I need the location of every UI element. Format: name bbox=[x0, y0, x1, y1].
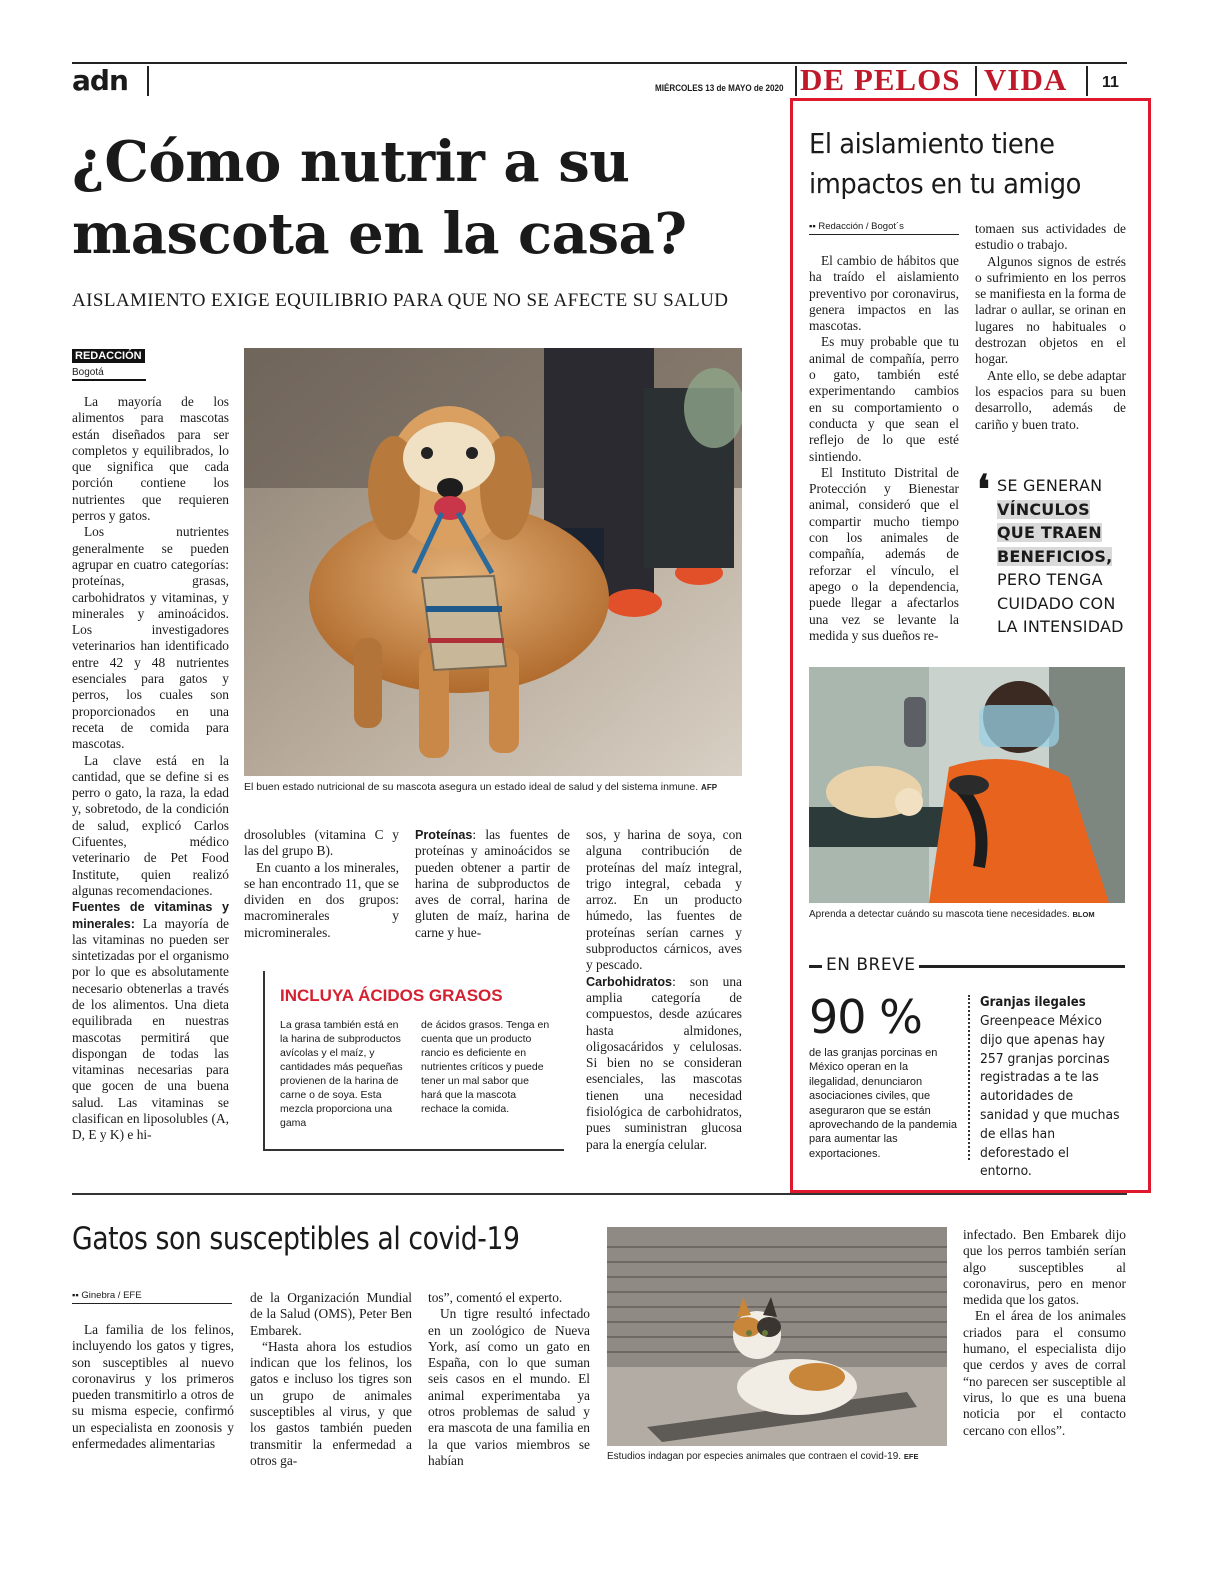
grooming-photo bbox=[809, 667, 1125, 903]
fatty-acids-title: INCLUYA ÁCIDOS GRASOS bbox=[280, 986, 503, 1005]
paragraph: sos, y harina de soya, con alguna contribución de proteínas del maíz integral, trigo integral, cebada y arroz. En un producto húmedo, las fuentes de proteínas serían carnes y subproductos cárnicos, aves y pescado. bbox=[586, 827, 742, 973]
quote-highlight: BENEFICIOS, bbox=[997, 546, 1113, 566]
quote-line: SE GENERAN bbox=[997, 476, 1103, 495]
main-column-3 bbox=[415, 827, 570, 941]
page-number: 11 bbox=[1102, 74, 1119, 91]
byline: REDACCIÓN bbox=[72, 349, 145, 363]
stat-value: 90 % bbox=[809, 990, 922, 1044]
paragraph: Un tigre resultó infectado en un zoológico de Nueva York, así como un gato en España, con lo que suman seis casos en el mundo. El animal experimentaba ya otros problemas de salud y era mascota de una familia en la que varios miembros se habían bbox=[428, 1306, 590, 1468]
dog-illustration bbox=[244, 348, 742, 776]
bottom-column-2 bbox=[250, 1290, 412, 1469]
grooming-illustration bbox=[809, 667, 1125, 903]
bottom-headline: Gatos son susceptibles al covid-19 bbox=[72, 1221, 520, 1257]
section-divider bbox=[1086, 66, 1088, 96]
paragraph: La familia de los felinos, incluyendo los gatos y tigres, son susceptibles al nuevo coronavirus y los primeros pueden transmitirlo a otros de su misma especie, confirmó un especialista en zoonosis y enfermedades alimentarias bbox=[72, 1322, 234, 1452]
side-column-1 bbox=[809, 253, 959, 644]
bottom-byline: ▪▪ Ginebra / EFE bbox=[72, 1290, 232, 1304]
subhead-proteins: Proteínas bbox=[415, 828, 473, 842]
paragraph bbox=[72, 899, 229, 1143]
paragraph: Ante ello, se debe adaptar los espacios para su buen desarrollo, además de cariño y buen trato. bbox=[975, 367, 1126, 432]
publication-logo: adn bbox=[72, 64, 128, 97]
subhead-carbs: Carbohidratos bbox=[586, 974, 673, 989]
paragraph-text: : son una amplia categoría de compuestos, desde azúcares hasta almidones, oligosacáridos y celulosas. Si bien no se consideran esenciales, las mascotas tienen una necesidad fisiológica de carbohidratos, pues suministran glucosa para la energía celular. bbox=[586, 973, 742, 1152]
section-label-secondary: VIDA bbox=[984, 62, 1068, 97]
quote-line: PERO TENGA CUIDADO CON LA INTENSIDAD bbox=[997, 570, 1124, 636]
paragraph: La mayoría de los alimentos para mascotas están diseñados para ser completos y equilibrados, lo que significa que cada porción contiene los nutrientes que requieren perros y gatos. bbox=[72, 394, 229, 524]
dotted-divider bbox=[968, 995, 970, 1160]
paragraph: tos”, comentó el experto. bbox=[428, 1290, 563, 1305]
granjas-title: Granjas ilegales bbox=[980, 995, 1086, 1010]
main-deck: AISLAMIENTO EXIGE EQUILIBRIO PARA QUE NO SE AFECTE SU SALUD bbox=[72, 290, 729, 311]
logo-divider bbox=[147, 66, 149, 96]
caption-text: Estudios indagan por especies animales que contraen el covid-19. bbox=[607, 1451, 902, 1462]
paragraph-text: La mayoría de las vitaminas no pueden ser sintetizadas por el organismo por lo que es absolutamente necesario obtenerlas a través de los alimentos. Una dieta equilibrada en nuestras mascotas permitirá que dispongan de todas las vitaminas necesarias para que gocen de una buena salud. Las vitaminas se clasifican en liposolubles (A, D, E y K) e hi- bbox=[72, 915, 229, 1143]
paragraph: Algunos signos de estrés o sufrimiento en los perros se manifiesta en la forma de ladrar o aullar, se orinan en lugares no habituales o destrozan objetos en el hogar. bbox=[975, 253, 1126, 367]
paragraph: “Hasta ahora los estudios indican que los felinos, los gatos e incluso los tigres son un grupo de animales susceptibles al virus, y que los gastos también pueden transmitir la enfermedad a otros ga- bbox=[250, 1338, 412, 1468]
photo-credit: AFP bbox=[701, 783, 718, 792]
grooming-caption bbox=[809, 909, 1129, 920]
paragraph: de la Organización Mundial de la Salud (OMS), Peter Ben Embarek. bbox=[250, 1290, 412, 1338]
dog-photo-caption bbox=[244, 781, 742, 793]
paragraph: La clave está en la cantidad, que se define si es perro o gato, la raza, la edad y, sobretodo, de la condición de salud, explicó Carlos Cifuentes, médico veterinario de Pet Food Institute, quien realizó algunas recomendaciones. bbox=[72, 752, 229, 898]
paragraph: infectado. Ben Embarek dijo que los perros también serían algo susceptibles al coronavirus, pero en menor medida que los gatos. bbox=[963, 1227, 1126, 1308]
paragraph: El Instituto Distrital de Protección y Bienestar animal, consideró que el compartir mucho tiempo con los animales de compañía, además de reforzar el vínculo, el apego o la dependencia, puede llegar a afectarlos una vez se levante la medida y sus dueños re- bbox=[809, 464, 959, 643]
paragraph: Los nutrientes generalmente se pueden agrupar en cuatro categorías: proteínas, grasas, carbohidratos y vitaminas, y minerales y aminoácidos. Los investigadores veterinarios han identificado entre 42 y 48 nutrientes esenciales para gatos y perros, los cuales son proporcionados en una receta de comida para mascotas. bbox=[72, 524, 229, 752]
caption-text: El buen estado nutricional de su mascota asegura un estado ideal de salud y del sistema inmune. bbox=[244, 781, 699, 793]
side-byline-text: Redacción / Bogot´s bbox=[818, 221, 904, 232]
quote-mark-icon: ❛ bbox=[977, 466, 990, 513]
stat-text: de las granjas porcinas en México operan en la ilegalidad, denunciaron asociaciones civiles, que aseguraron que se están aprovechando de la pandemia para aumentar las exportaciones. bbox=[809, 1047, 958, 1160]
paragraph-text: : las fuentes de proteínas y aminoácidos se pueden obtener a partir de harina de subproductos de aves de corral, harina de gluten de maíz, harina de carne y hue- bbox=[415, 827, 570, 940]
granjas-text: Greenpeace México dijo que apenas hay 257 granjas porcinas registradas a te las autoridades de sanidad y que muchas de ellas han deforestado el entorno. bbox=[980, 1014, 1120, 1180]
paragraph: drosolubles (vitamina C y las del grupo B). bbox=[244, 827, 399, 859]
pull-quote bbox=[997, 474, 1137, 639]
side-byline: ▪▪ Redacción / Bogot´s bbox=[809, 221, 959, 235]
breve-label: EN BREVE bbox=[822, 955, 919, 975]
section-rule bbox=[72, 1193, 1127, 1195]
fatty-acids-col1: La grasa también está en la harina de subproductos avícolas y el maíz, y cantidades más pequeñas provienen de la harina de carne o de soya. Esta mezcla proporciona una gama bbox=[280, 1019, 403, 1129]
photo-credit: EFE bbox=[903, 1452, 919, 1461]
byline-city: Bogotá bbox=[72, 367, 146, 381]
dog-photo bbox=[244, 348, 742, 776]
bottom-byline-text: Ginebra / EFE bbox=[81, 1290, 142, 1301]
section-divider bbox=[795, 66, 797, 96]
paragraph: En cuanto a los minerales, se han encontrado 11, que se dividen en dos grupos: macrominerales y microminerales. bbox=[244, 859, 399, 940]
section-label: DE PELOS bbox=[800, 62, 961, 97]
side-column-2 bbox=[975, 221, 1126, 433]
main-column-4 bbox=[586, 827, 742, 1153]
paragraph: En el área de los animales criados para el consumo humano, el especialista dijo que cerdos y aves de corral “no parecen ser susceptible al virus, lo que es una buena noticia por el contacto cercano con ellos”. bbox=[963, 1308, 1126, 1438]
fatty-acids-col2: de ácidos grasos. Tenga en cuenta que un producto rancio es deficiente en nutrientes críticos y puede tener un mal sabor que hará que la mascota rechace la comida. bbox=[421, 1019, 550, 1115]
main-headline: ¿Cómo nutrir a su mascota en la casa? bbox=[72, 129, 687, 267]
issue-date: MIÉRCOLES 13 de MAYO de 2020 bbox=[655, 83, 784, 94]
side-headline: El aislamiento tiene impactos en tu amigo bbox=[809, 127, 1081, 200]
main-column-1 bbox=[72, 394, 229, 1144]
photo-credit: BLOM bbox=[1072, 910, 1095, 919]
bottom-column-1 bbox=[72, 1322, 234, 1452]
quote-highlight: VÍNCULOS bbox=[997, 499, 1090, 519]
cat-photo bbox=[607, 1227, 947, 1446]
caption-text: Aprenda a detectar cuándo su mascota tiene necesidades. bbox=[809, 909, 1070, 920]
bottom-column-4 bbox=[963, 1227, 1126, 1439]
paragraph: Es muy probable que tu animal de compañía, perro o gato, también esté experimentando cambios en su comportamiento o conducta y que sean el reflejo de lo que esté sintiendo. bbox=[809, 334, 959, 464]
paragraph: El cambio de hábitos que ha traído el aislamiento preventivo por coronavirus, genera impactos en las mascotas. bbox=[809, 253, 959, 334]
paragraph bbox=[586, 974, 742, 1153]
paragraph bbox=[415, 827, 570, 941]
paragraph: tomaen sus actividades de estudio o trabajo. bbox=[975, 221, 1126, 253]
subhead-vitamins: Fuentes de vitaminas y minerales: bbox=[72, 900, 229, 931]
masthead-rule bbox=[72, 62, 1127, 64]
cat-photo-caption bbox=[607, 1451, 952, 1462]
main-column-2 bbox=[244, 827, 399, 941]
quote-highlight: QUE TRAEN bbox=[997, 523, 1102, 542]
cat-illustration bbox=[607, 1227, 947, 1446]
section-divider bbox=[975, 66, 977, 96]
bottom-column-3 bbox=[428, 1290, 590, 1469]
